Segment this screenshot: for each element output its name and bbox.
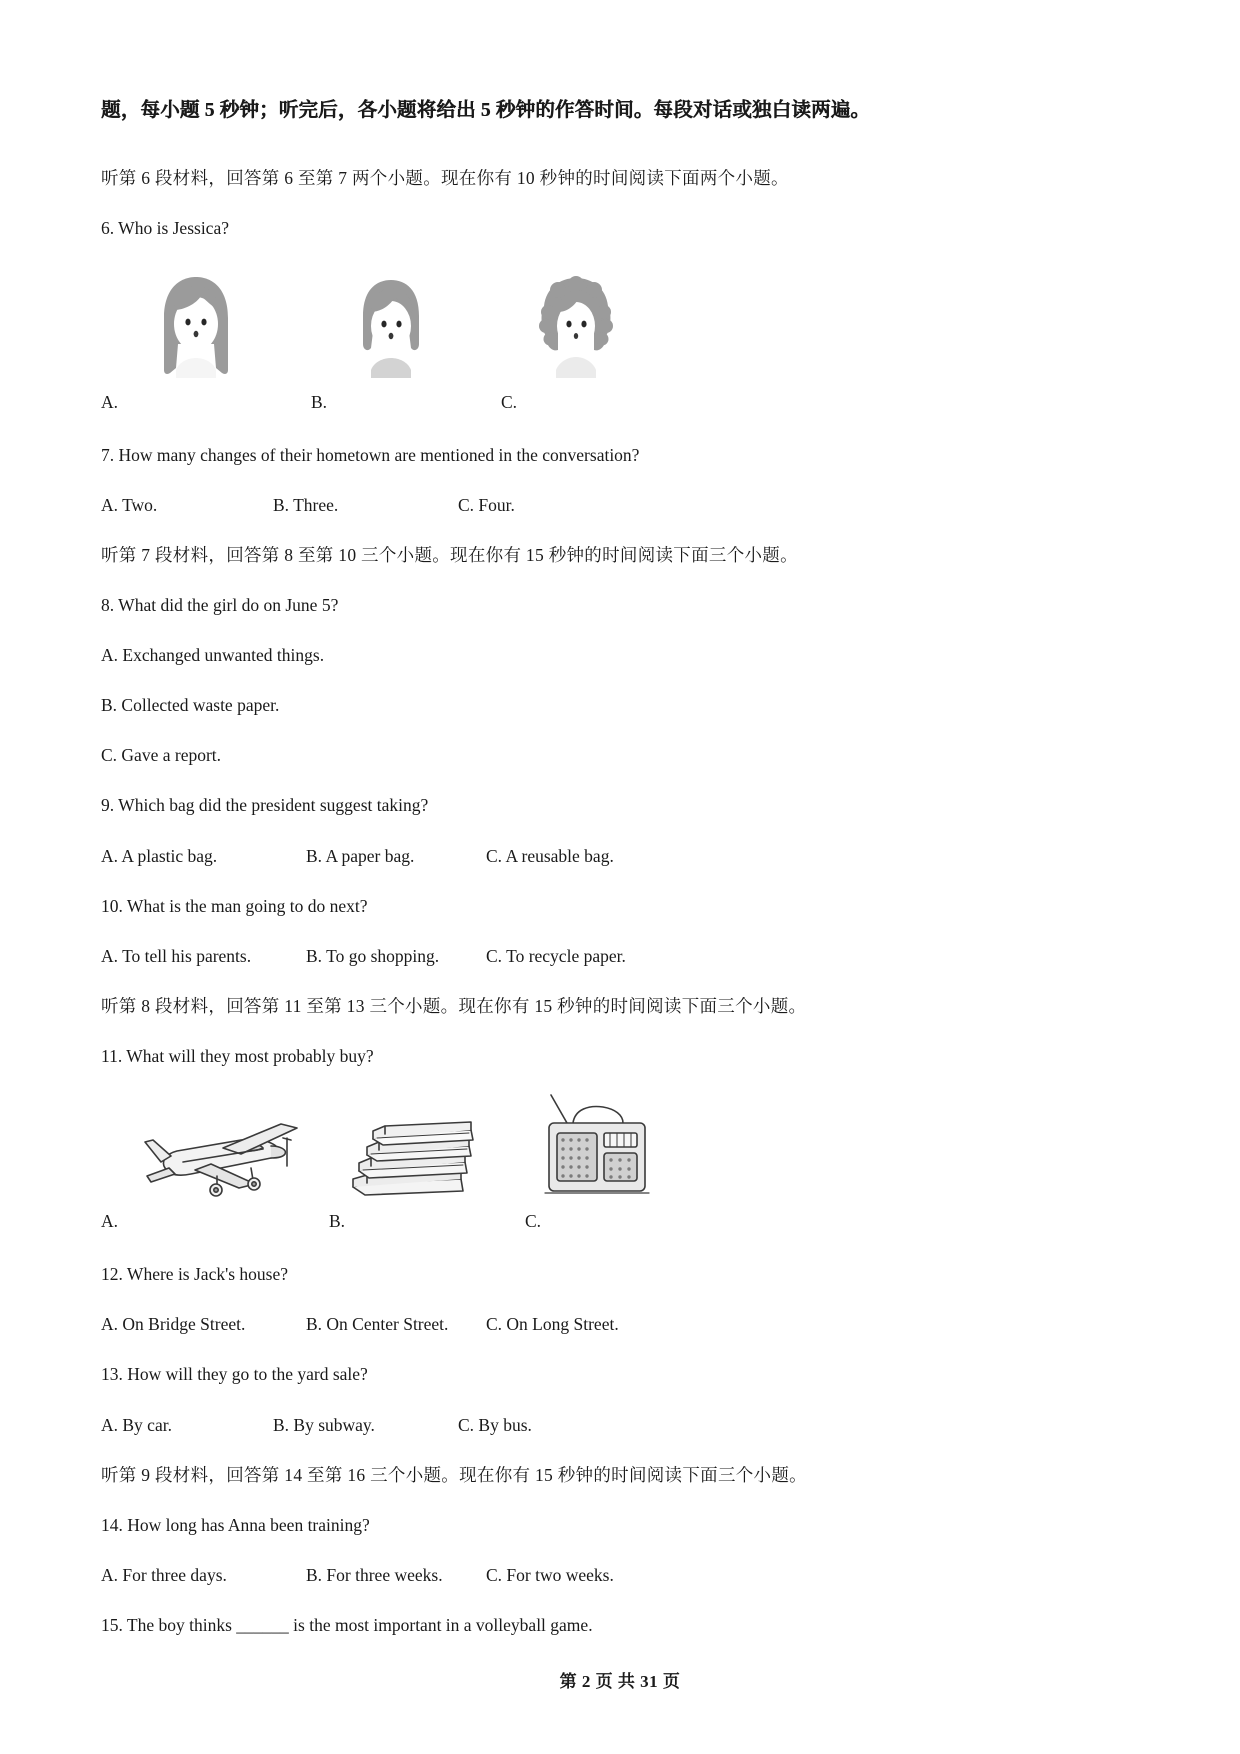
listening-material-7-instruction: 听第 7 段材料，回答第 8 至第 10 三个小题。现在你有 15 秒钟的时间阅读下面三个小题。 <box>101 544 798 565</box>
question-7-stem: 7. How many changes of their hometown are mentioned in the conversation? <box>101 444 640 465</box>
page-footer: 第 2 页 共 31 页 <box>559 1672 681 1691</box>
question-11-picture-row <box>96 1093 1090 1205</box>
question-10-option-a[interactable]: A. To tell his parents. <box>101 945 252 966</box>
question-14-option-c[interactable]: C. For two weeks. <box>486 1564 614 1585</box>
listening-material-6-instruction: 听第 6 段材料，回答第 6 至第 7 两个小题。现在你有 10 秒钟的时间阅读下面两个小题。 <box>101 168 789 189</box>
question-6-option-b-image[interactable] <box>341 274 441 386</box>
question-6-label-c: C. <box>501 391 518 412</box>
stack-of-books-icon <box>343 1113 478 1205</box>
question-12-option-b[interactable]: B. On Center Street. <box>306 1314 449 1335</box>
toy-airplane-icon <box>131 1118 306 1203</box>
question-7-option-b[interactable]: B. Three. <box>273 494 339 515</box>
question-11-stem: 11. What will they most probably buy? <box>101 1046 374 1066</box>
question-10-options <box>101 943 1090 970</box>
question-13-option-c[interactable]: C. By bus. <box>458 1414 532 1435</box>
question-9-stem: 9. Which bag did the president suggest taking? <box>101 795 429 816</box>
question-12-option-a[interactable]: A. On Bridge Street. <box>101 1314 246 1335</box>
question-6-label-a: A. <box>101 391 119 412</box>
question-8-option-b[interactable]: B. Collected waste paper. <box>101 695 280 716</box>
question-7-options <box>101 492 1090 519</box>
question-9-option-a[interactable]: A. A plastic bag. <box>101 845 218 866</box>
question-12-stem: 12. Where is Jack's house? <box>101 1264 289 1285</box>
question-7-option-a[interactable]: A. Two. <box>101 494 158 515</box>
girl-long-straight-hair-icon <box>146 274 246 386</box>
question-13-option-a[interactable]: A. By car. <box>101 1414 172 1435</box>
question-6-label-b: B. <box>311 391 328 412</box>
question-13-options <box>101 1412 1090 1439</box>
question-8-option-c[interactable]: C. Gave a report. <box>101 745 222 766</box>
question-9-option-c[interactable]: C. A reusable bag. <box>486 845 614 866</box>
question-8-option-a[interactable]: A. Exchanged unwanted things. <box>101 645 325 665</box>
girl-curly-wavy-hair-icon <box>526 274 626 386</box>
question-10-option-c[interactable]: C. To recycle paper. <box>486 945 626 966</box>
question-11-option-labels <box>101 1211 1090 1237</box>
question-9-options <box>101 843 1090 870</box>
question-12-options <box>101 1311 1090 1338</box>
radio-icon <box>531 1093 656 1205</box>
question-13-option-b[interactable]: B. By subway. <box>273 1414 375 1435</box>
question-6-stem: 6. Who is Jessica? <box>101 218 229 239</box>
question-7-option-c[interactable]: C. Four. <box>458 494 515 515</box>
question-15-stem: 15. The boy thinks ______ is the most important in a volleyball game. <box>101 1615 593 1635</box>
question-10-stem: 10. What is the man going to do next? <box>101 895 368 916</box>
question-12-option-c[interactable]: C. On Long Street. <box>486 1314 619 1335</box>
question-11-option-c-image[interactable] <box>531 1093 656 1205</box>
question-9-option-b[interactable]: B. A paper bag. <box>306 845 415 866</box>
listening-material-9-instruction: 听第 9 段材料，回答第 14 至第 16 三个小题。现在你有 15 秒钟的时间阅读下面三个小题。 <box>101 1464 807 1485</box>
question-14-options <box>101 1562 1090 1589</box>
question-6-option-c-image[interactable] <box>526 274 626 386</box>
question-11-option-a-image[interactable] <box>131 1118 306 1203</box>
question-10-option-b[interactable]: B. To go shopping. <box>306 945 440 966</box>
page-headline: 题，每小题 5 秒钟；听完后，各小题将给出 5 秒钟的作答时间。每段对话或独白读两遍。 <box>101 100 871 121</box>
listening-material-8-instruction: 听第 8 段材料，回答第 11 至第 13 三个小题。现在你有 15 秒钟的时间阅读下面三个小题。 <box>101 995 807 1016</box>
question-6-option-a-image[interactable] <box>146 274 246 386</box>
question-14-stem: 14. How long has Anna been training? <box>101 1514 370 1535</box>
question-14-option-a[interactable]: A. For three days. <box>101 1564 227 1585</box>
question-6-option-labels <box>101 392 1090 418</box>
question-11-label-a: A. <box>101 1211 119 1232</box>
question-6-picture-row <box>96 266 1090 386</box>
question-13-stem: 13. How will they go to the yard sale? <box>101 1364 368 1385</box>
question-11-label-c: C. <box>525 1211 542 1232</box>
question-14-option-b[interactable]: B. For three weeks. <box>306 1564 443 1585</box>
question-8-stem: 8. What did the girl do on June 5? <box>101 594 339 615</box>
girl-short-bob-hair-icon <box>341 274 441 386</box>
question-11-label-b: B. <box>329 1211 346 1232</box>
question-11-option-b-image[interactable] <box>343 1113 478 1205</box>
